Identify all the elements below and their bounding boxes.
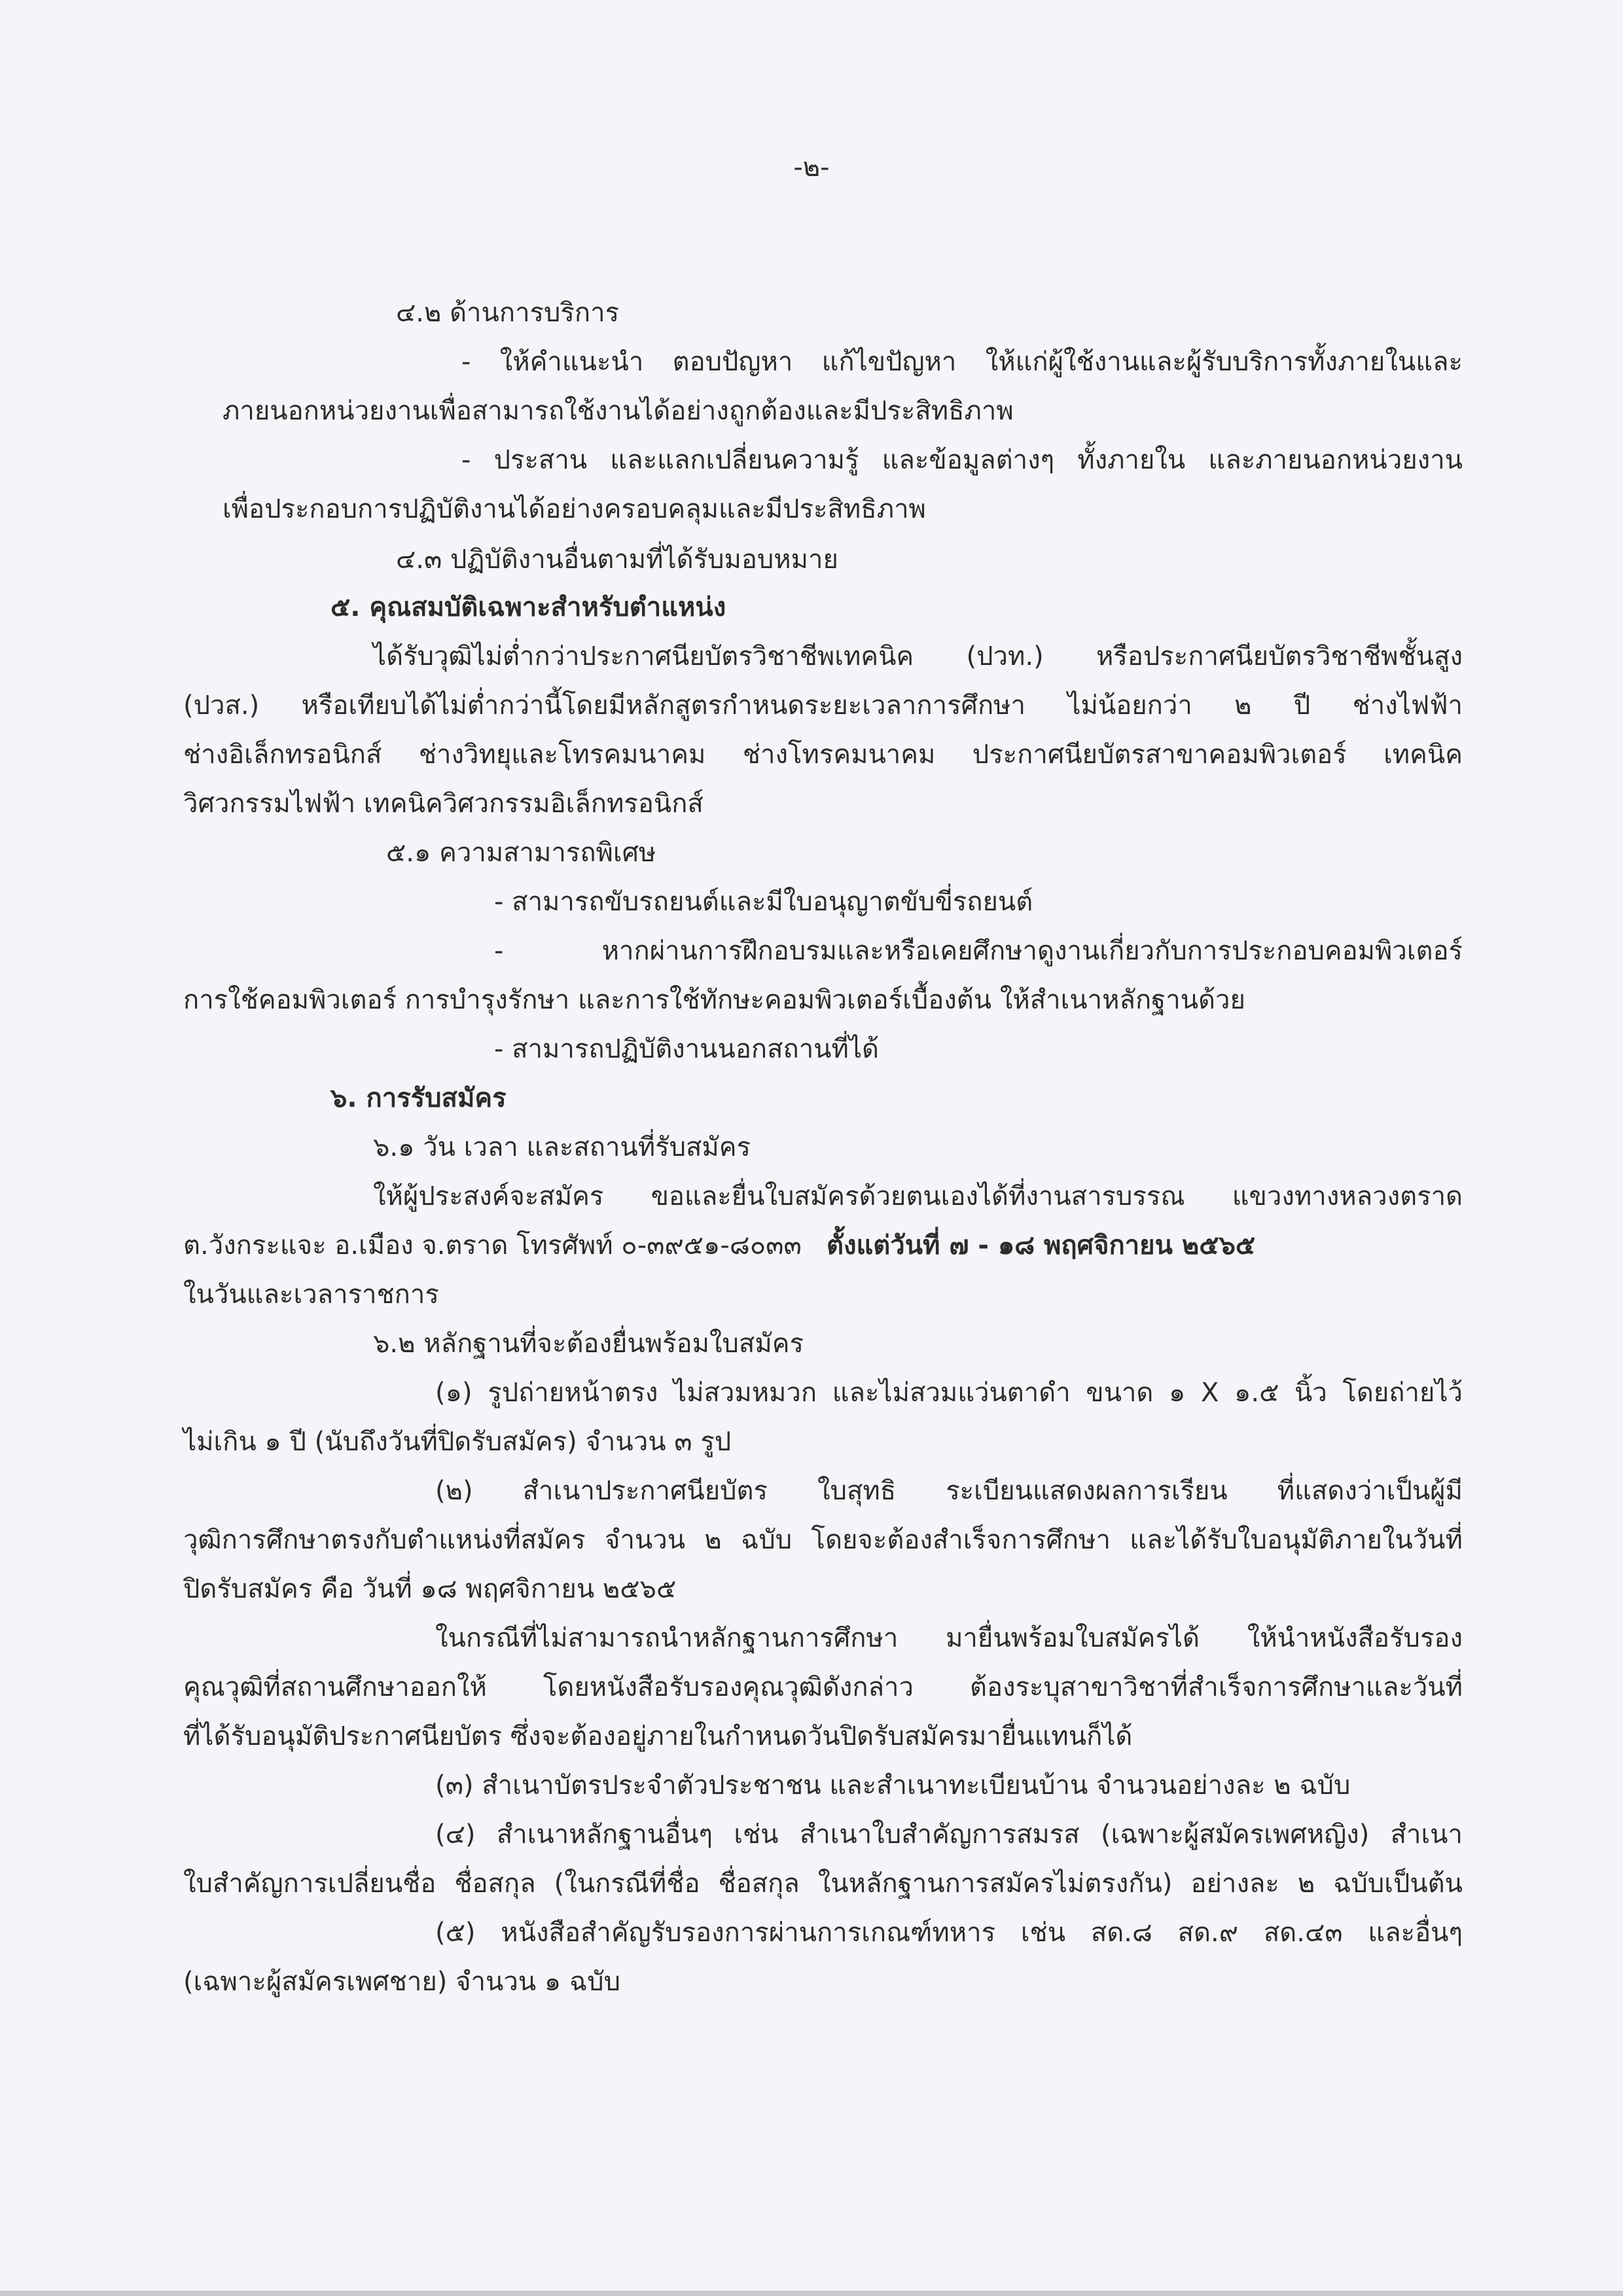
section-4-3-heading: ๔.๓ ปฏิบัติงานอื่นตามที่ได้รับมอบหมาย xyxy=(396,545,838,575)
text-line: - สามารถขับรถยนต์และมีใบอนุญาตขับขี่รถยนต์ xyxy=(494,887,1033,917)
scan-edge xyxy=(0,2291,1623,2296)
section-4-2-heading: ๔.๒ ด้านการบริการ xyxy=(396,298,620,328)
text-line: (๓) สำเนาบัตรประจำตัวประชาชน และสำเนาทะเบียนบ้าน จำนวนอย่างละ ๒ ฉบับ xyxy=(435,1770,1351,1801)
text-line: ในวันและเวลาราชการ xyxy=(183,1280,439,1310)
section-6-2-heading: ๖.๒ หลักฐานที่จะต้องยื่นพร้อมใบสมัคร xyxy=(373,1329,804,1359)
text-line: ให้ผู้ประสงค์จะสมัคร ขอและยื่นใบสมัครด้วยตนเองได้ที่งานสารบรรณ แขวงทางหลวงตราด xyxy=(373,1181,1463,1211)
text-line: การใช้คอมพิวเตอร์ การบำรุงรักษา และการใช้ทักษะคอมพิวเตอร์เบื้องต้น ให้สำเนาหลักฐานด้วย xyxy=(183,985,1245,1015)
text-line: (๔) สำเนาหลักฐานอื่นๆ เช่น สำเนาใบสำคัญการสมรส (เฉพาะผู้สมัครเพศหญิง) สำเนา xyxy=(435,1820,1463,1850)
text-line: ได้รับวุฒิไม่ต่ำกว่าประกาศนียบัตรวิชาชีพเทคนิค (ปวท.) หรือประกาศนียบัตรวิชาชีพชั้นสูง xyxy=(373,641,1463,672)
text-line: (ปวส.) หรือเทียบได้ไม่ต่ำกว่านี้โดยมีหลักสูตรกำหนดระยะเวลาการศึกษา ไม่น้อยกว่า ๒ ปี ช่างไฟฟ้า xyxy=(183,691,1463,721)
section-6-1-heading: ๖.๑ วัน เวลา และสถานที่รับสมัคร xyxy=(373,1132,751,1162)
text-line xyxy=(183,1227,1255,1264)
section-5-1-heading: ๕.๑ ความสามารถพิเศษ xyxy=(386,838,656,868)
text-line: คุณวุฒิที่สถานศึกษาออกให้ โดยหนังสือรับรองคุณวุฒิดังกล่าว ต้องระบุสาขาวิชาที่สำเร็จการศึกษาและวันที่ xyxy=(183,1672,1463,1702)
text-line: วิศวกรรมไฟฟ้า เทคนิควิศวกรรมอิเล็กทรอนิกส์ xyxy=(183,789,704,819)
text-line: ที่ได้รับอนุมัติประกาศนียบัตร ซึ่งจะต้องอยู่ภายในกำหนดวันปิดรับสมัครมายื่นแทนก็ได้ xyxy=(183,1721,1133,1751)
text-line: (๑) รูปถ่ายหน้าตรง ไม่สวมหมวก และไม่สวมแว่นตาดำ ขนาด ๑ X ๑.๕ นิ้ว โดยถ่ายไว้ xyxy=(435,1378,1463,1408)
section-5-heading: ๕. คุณสมบัติเฉพาะสำหรับตำแหน่ง xyxy=(330,592,726,622)
text-line: (๒) สำเนาประกาศนียบัตร ใบสุทธิ ระเบียนแสดงผลการเรียน ที่แสดงว่าเป็นผู้มี xyxy=(435,1476,1463,1506)
text-line: ปิดรับสมัคร คือ วันที่ ๑๘ พฤศจิกายน ๒๕๖๕ xyxy=(183,1574,677,1604)
page-number: -๒- xyxy=(793,152,830,183)
text-line: ไม่เกิน ๑ ปี (นับถึงวันที่ปิดรับสมัคร) จำนวน ๓ รูป xyxy=(183,1427,732,1457)
text-line: - สามารถปฏิบัติงานนอกสถานที่ได้ xyxy=(494,1034,879,1064)
text-line: ภายนอกหน่วยงานเพื่อสามารถใช้งานได้อย่างถูกต้องและมีประสิทธิภาพ xyxy=(223,396,1014,426)
text-line: (เฉพาะผู้สมัครเพศชาย) จำนวน ๑ ฉบับ xyxy=(183,1967,620,1997)
contact-text: ต.วังกระแจะ อ.เมือง จ.ตราด โทรศัพท์ ๐-๓๙๕๑-๘๐๓๓ xyxy=(183,1230,802,1261)
text-line: เพื่อประกอบการปฏิบัติงานได้อย่างครอบคลุมและมีประสิทธิภาพ xyxy=(223,494,926,524)
text-line: - ให้คำแนะนำ ตอบปัญหา แก้ไขปัญหา ให้แก่ผู้ใช้งานและผู้รับบริการทั้งภายในและ xyxy=(461,347,1463,377)
text-line: - หากผ่านการฝึกอบรมและหรือเคยศึกษาดูงานเกี่ยวกับการประกอบคอมพิวเตอร์ xyxy=(494,936,1463,966)
section-6-heading: ๖. การรับสมัคร xyxy=(330,1083,507,1113)
application-dates: ตั้งแต่วันที่ ๗ - ๑๘ พฤศจิกายน ๒๕๖๕ xyxy=(826,1230,1256,1261)
text-line: ใบสำคัญการเปลี่ยนชื่อ ชื่อสกุล (ในกรณีที่ชื่อ ชื่อสกุล ในหลักฐานการสมัครไม่ตรงกัน) อย่างละ ๒ ฉบับเป็นต้น xyxy=(183,1869,1463,1899)
text-line: - ประสาน และแลกเปลี่ยนความรู้ และข้อมูลต่างๆ ทั้งภายใน และภายนอกหน่วยงาน xyxy=(461,445,1463,475)
text-line: (๕) หนังสือสำคัญรับรองการผ่านการเกณฑ์ทหาร เช่น สด.๘ สด.๙ สด.๔๓ และอื่นๆ xyxy=(435,1918,1463,1948)
text-line: วุฒิการศึกษาตรงกับตำแหน่งที่สมัคร จำนวน ๒ ฉบับ โดยจะต้องสำเร็จการศึกษา และได้รับใบอนุมัติภายในวันที่ xyxy=(183,1525,1463,1555)
text-line: ช่างอิเล็กทรอนิกส์ ช่างวิทยุและโทรคมนาคม ช่างโทรคมนาคม ประกาศนียบัตรสาขาคอมพิวเตอร์ เทคนิค xyxy=(183,740,1463,770)
text-line: ในกรณีที่ไม่สามารถนำหลักฐานการศึกษา มายื่นพร้อมใบสมัครได้ ให้นำหนังสือรับรอง xyxy=(435,1623,1463,1653)
